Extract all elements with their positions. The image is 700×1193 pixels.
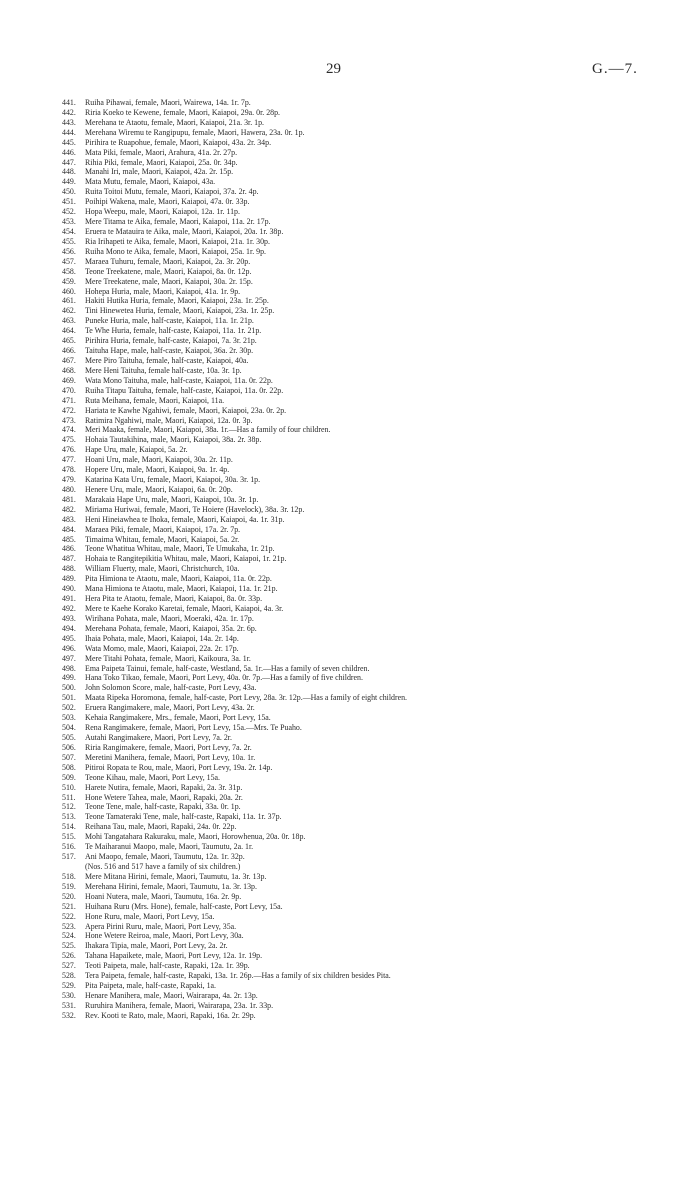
entry-text: Manahi Iri, male, Maori, Kaiapoi, 42a. 2r. 15p. (85, 167, 234, 177)
entry-text: Heni Hineiawhea te Ihoka, female, Maori, Kaiapoi, 4a. 1r. 31p. (85, 514, 285, 524)
entry-number: 506. (62, 742, 76, 752)
entry-list (62, 98, 698, 1021)
entry-text: Hariata te Kawhe Ngahiwi, female, Maori, Kaiapoi, 23a. 0r. 2p. (85, 405, 287, 415)
entry-text: Te Maiharanui Maopo, male, Maori, Taumutu, 2a. 1r. (85, 842, 254, 852)
entry-number: 464. (62, 326, 76, 336)
entry-number: 458. (62, 266, 76, 276)
entry-number: 485. (62, 534, 76, 544)
entry-text: Huihana Ruru (Mrs. Hone), female, half-caste, Port Levy, 15a. (85, 901, 283, 911)
entry-text: Ani Maopo, female, Maori, Taumutu, 12a. 1r. 32p. (85, 852, 245, 862)
entry-number: 461. (62, 296, 76, 306)
entry-text: Rev. Kooti te Rato, male, Maori, Rapaki, 16a. 2r. 29p. (85, 1010, 256, 1020)
entry-text: Tahana Hapaikete, male, Maori, Port Levy, 12a. 1r. 19p. (85, 951, 263, 961)
list-item (62, 207, 698, 217)
list-item (62, 187, 698, 197)
entry-number: 480. (62, 484, 76, 494)
entry-number: 510. (62, 782, 76, 792)
entry-number: 519. (62, 881, 76, 891)
list-item (62, 713, 698, 723)
entry-text: Merehana Wiremu te Rangipupu, female, Maori, Hawera, 23a. 0r. 1p. (85, 127, 305, 137)
entry-number: 500. (62, 683, 76, 693)
list-item (62, 217, 698, 227)
entry-number: 497. (62, 653, 76, 663)
entry-number: 444. (62, 127, 76, 137)
list-item (62, 227, 698, 237)
list-item (62, 148, 698, 158)
list-item (62, 416, 698, 426)
list-item (62, 703, 698, 713)
entry-number: 527. (62, 961, 76, 971)
entry-text: Tini Hinewetea Huria, female, Maori, Kaiapoi, 23a. 1r. 25p. (85, 306, 275, 316)
entry-text: Maraea Piki, female, Maori, Kaiapoi, 17a. 2r. 7p. (85, 524, 241, 534)
entry-number: 477. (62, 455, 76, 465)
list-item (62, 535, 698, 545)
entry-number: 491. (62, 594, 76, 604)
list-item (62, 683, 698, 693)
entry-text: Hohaia Tautakihina, male, Maori, Kaiapoi, 38a. 2r. 38p. (85, 435, 262, 445)
list-item (62, 971, 698, 981)
list-item (62, 287, 698, 297)
entry-text: Rena Rangimakere, female, Maori, Port Levy, 15a.—Mrs. Te Puaho. (85, 723, 302, 733)
entry-text: Poihipi Wakena, male, Maori, Kaiapoi, 47a. 0r. 33p. (85, 197, 250, 207)
list-item (62, 773, 698, 783)
entry-number: 466. (62, 346, 76, 356)
list-item (62, 604, 698, 614)
list-item (62, 892, 698, 902)
entry-text: Teone Kihau, male, Maori, Port Levy, 15a. (85, 772, 221, 782)
entry-text: Timaima Whitau, female, Maori, Kaiapoi, 5a. 2r. (85, 534, 240, 544)
list-item (62, 862, 698, 872)
entry-number: 489. (62, 574, 76, 584)
list-item (62, 138, 698, 148)
entry-text: Hoani Uru, male, Maori, Kaiapoi, 30a. 2r. 11p. (85, 455, 233, 465)
entry-text: Katarina Kata Uru, female, Maori, Kaiapoi, 30a. 3r. 1p. (85, 475, 261, 485)
list-item (62, 743, 698, 753)
entry-number: 508. (62, 762, 76, 772)
list-item (62, 118, 698, 128)
entry-number: 513. (62, 812, 76, 822)
entry-text: Rihia Piki, female, Maori, Kaiapoi, 25a. 0r. 34p. (85, 157, 238, 167)
entry-number: 479. (62, 475, 76, 485)
entry-text: Hera Pita te Ataotu, female, Maori, Kaiapoi, 8a. 0r. 33p. (85, 594, 263, 604)
list-item (62, 177, 698, 187)
list-item (62, 872, 698, 882)
list-item (62, 425, 698, 435)
list-item (62, 455, 698, 465)
list-item (62, 991, 698, 1001)
entry-number: 515. (62, 832, 76, 842)
list-item (62, 406, 698, 416)
entry-text: Ruita Toitoi Mutu, female, Maori, Kaiapoi, 37a. 2r. 4p. (85, 187, 259, 197)
entry-number: 447. (62, 157, 76, 167)
entry-number: 465. (62, 336, 76, 346)
entry-number: 496. (62, 643, 76, 653)
entry-number: 474. (62, 425, 76, 435)
entry-text: Hana Toko Tikao, female, Maori, Port Levy, 40a. 0r. 7p.—Has a family of five children. (85, 673, 363, 683)
list-item (62, 912, 698, 922)
list-item (62, 624, 698, 634)
entry-number: 521. (62, 901, 76, 911)
entry-text: Ratimira Ngahiwi, male, Maori, Kaiapoi, 12a. 0r. 3p. (85, 415, 253, 425)
entry-number: 451. (62, 197, 76, 207)
entry-number: 494. (62, 623, 76, 633)
entry-number: 472. (62, 405, 76, 415)
list-item (62, 693, 698, 703)
list-item (62, 366, 698, 376)
list-item (62, 346, 698, 356)
entry-number: 471. (62, 395, 76, 405)
entry-text: Riria Koeko te Kewene, female, Maori, Kaiapoi, 29a. 0r. 28p. (85, 107, 281, 117)
entry-number: 526. (62, 951, 76, 961)
entry-text: Teone Treekatene, male, Maori, Kaiapoi, 8a. 0r. 12p. (85, 266, 252, 276)
list-item (62, 951, 698, 961)
entry-text: Puneke Huria, male, half-caste, Kaiapoi, 11a. 1r. 21p. (85, 316, 254, 326)
entry-text: Eruera te Matauira te Aika, male, Maori, Kaiapoi, 20a. 1r. 38p. (85, 226, 284, 236)
entry-text: Eruera Rangimakere, male, Maori, Port Levy, 43a. 2r. (85, 703, 255, 713)
entry-number: 462. (62, 306, 76, 316)
entry-text: Taituha Hape, male, half-caste, Kaiapoi, 36a. 2r. 30p. (85, 346, 254, 356)
list-item (62, 763, 698, 773)
entry-text: Harete Nutira, female, Maori, Rapaki, 2a. 3r. 31p. (85, 782, 243, 792)
entry-text: Mohi Tangatahara Rakuraku, male, Maori, Horowhenua, 20a. 0r. 18p. (85, 832, 306, 842)
entry-text: Maraea Tuhuru, female, Maori, Kaiapoi, 2a. 3r. 20p. (85, 256, 251, 266)
entry-number: 524. (62, 931, 76, 941)
list-item (62, 128, 698, 138)
entry-text: Henere Uru, male, Maori, Kaiapoi, 6a. 0r. 20p. (85, 484, 233, 494)
list-item (62, 316, 698, 326)
entry-text: Pirihira Huria, female, half-caste, Kaiapoi, 7a. 3r. 21p. (85, 336, 257, 346)
list-item (62, 554, 698, 564)
entry-text: Hohaia te Rangitepikitia Whitau, male, Maori, Kaiapoi, 1r. 21p. (85, 554, 287, 564)
entry-number: 460. (62, 286, 76, 296)
list-item (62, 852, 698, 862)
entry-text: Marakaia Hape Uru, male, Maori, Kaiapoi, 10a. 3r. 1p. (85, 494, 259, 504)
entry-number: 457. (62, 256, 76, 266)
list-item (62, 98, 698, 108)
entry-text: Hopa Weepu, male, Maori, Kaiapoi, 12a. 1r. 11p. (85, 207, 240, 217)
entry-text: John Solomon Score, male, half-caste, Port Levy, 43a. (85, 683, 257, 693)
entry-number: 530. (62, 990, 76, 1000)
entry-number: 488. (62, 564, 76, 574)
entry-number: 499. (62, 673, 76, 683)
list-item (62, 902, 698, 912)
entry-number: 450. (62, 187, 76, 197)
entry-text: Mere Mitana Hirini, female, Maori, Taumutu, 1a. 3r. 13p. (85, 871, 267, 881)
entry-text: Ema Paipeta Tainui, female, half-caste, Westland, 5a. 1r.—Has a family of seven children. (85, 663, 370, 673)
list-item (62, 753, 698, 763)
entry-text: Ruiha Titapu Taituha, female, half-caste, Kaiapoi, 11a. 0r. 22p. (85, 385, 284, 395)
list-item (62, 336, 698, 346)
entry-number: 455. (62, 236, 76, 246)
entry-number: 502. (62, 703, 76, 713)
entry-text: Teone Tamateraki Tene, male, half-caste, Rapaki, 11a. 1r. 37p. (85, 812, 282, 822)
entry-text: Teoti Paipeta, male, half-caste, Rapaki, 12a. 1r. 39p. (85, 961, 250, 971)
entry-number: 505. (62, 733, 76, 742)
entry-text: Te Whe Huria, female, half-caste, Kaiapoi, 11a. 1r. 21p. (85, 326, 262, 336)
list-item (62, 614, 698, 624)
list-item (62, 495, 698, 505)
entry-text: Wirihana Pohata, male, Maori, Moeraki, 42a. 1r. 17p. (85, 613, 254, 623)
entry-text: Henare Manihera, male, Maori, Wairarapa, 4a. 2r. 13p. (85, 990, 258, 1000)
entry-number: 512. (62, 802, 76, 812)
list-item (62, 485, 698, 495)
entry-number: 445. (62, 137, 76, 147)
entry-text: Ihakara Tipia, male, Maori, Port Levy, 2a. 2r. (85, 941, 228, 951)
entry-number: 443. (62, 117, 76, 127)
entry-text: Mere Piro Taituha, female, half-caste, Kaiapoi, 40a. (85, 355, 249, 365)
list-item (62, 564, 698, 574)
list-item (62, 267, 698, 277)
entry-number: 463. (62, 316, 76, 326)
entry-number: 481. (62, 494, 76, 504)
entry-text: Hopere Uru, male, Maori, Kaiapoi, 9a. 1r. 4p. (85, 465, 230, 475)
entry-text: Merehana Pohata, female, Maori, Kaiapoi, 35a. 2r. 6p. (85, 623, 257, 633)
list-item (62, 783, 698, 793)
list-item (62, 386, 698, 396)
entry-text: Hone Wetere Tahea, male, Maori, Rapaki, 20a. 2r. (85, 792, 243, 802)
entry-number: 490. (62, 584, 76, 594)
list-item (62, 664, 698, 674)
entry-number: 511. (62, 792, 76, 802)
entry-text: (Nos. 516 and 517 have a family of six children.) (85, 861, 241, 871)
list-item (62, 356, 698, 366)
entry-number: 468. (62, 365, 76, 375)
entry-text: Hone Ruru, male, Maori, Port Levy, 15a. (85, 911, 215, 921)
list-item (62, 822, 698, 832)
entry-text: Apera Pirini Ruru, male, Maori, Port Levy, 35a. (85, 921, 237, 931)
list-item (62, 733, 698, 743)
entry-number: 516. (62, 842, 76, 852)
list-item (62, 574, 698, 584)
entry-text: Mata Piki, female, Maori, Arahura, 41a. 2r. 27p. (85, 147, 238, 157)
entry-number: 503. (62, 713, 76, 723)
list-item (62, 396, 698, 406)
list-item (62, 296, 698, 306)
list-item (62, 981, 698, 991)
entry-text: Ruiha Pihawai, female, Maori, Wairewa, 14a. 1r. 7p. (85, 98, 251, 107)
entry-number: 476. (62, 445, 76, 455)
list-item (62, 673, 698, 683)
list-item (62, 445, 698, 455)
entry-text: Pirihira te Ruapohue, female, Maori, Kaiapoi, 43a. 2r. 34p. (85, 137, 272, 147)
entry-text: Wata Momo, male, Maori, Kaiapoi, 22a. 2r. 17p. (85, 643, 239, 653)
entry-number: 453. (62, 217, 76, 227)
entry-text: Hape Uru, male, Kaiapoi, 5a. 2r. (85, 445, 188, 455)
entry-text: Ria Irihapeti te Aika, female, Maori, Kaiapoi, 21a. 1r. 30p. (85, 236, 270, 246)
entry-text: Mere Heni Taituha, female half-caste, 10a. 3r. 1p. (85, 365, 242, 375)
list-item (62, 108, 698, 118)
list-item (62, 594, 698, 604)
list-item (62, 326, 698, 336)
entry-text: Ruruhira Manihera, female, Maori, Wairarapa, 23a. 1r. 33p. (85, 1000, 274, 1010)
page-number: 29 (326, 61, 341, 77)
entry-number: 452. (62, 207, 76, 217)
list-item (62, 167, 698, 177)
entry-text: Pitiroi Ropata te Rou, male, Maori, Port Levy, 19a. 2r. 14p. (85, 762, 273, 772)
entry-number: 454. (62, 226, 76, 236)
entry-text: Mere Treekatene, male, Maori, Kaiapoi, 30a. 2r. 15p. (85, 276, 253, 286)
entry-number: 467. (62, 355, 76, 365)
entry-text: Hone Wetere Reiroa, male, Maori, Port Levy, 30a. (85, 931, 244, 941)
list-item (62, 832, 698, 842)
entry-number: 482. (62, 504, 76, 514)
list-item (62, 842, 698, 852)
entry-number: 522. (62, 911, 76, 921)
list-item (62, 475, 698, 485)
list-item (62, 1001, 698, 1011)
entry-text: Mere Titama te Aika, female, Maori, Kaiapoi, 11a. 2r. 17p. (85, 217, 271, 227)
entry-text: William Fluerty, male, Maori, Christchurch, 10a. (85, 564, 240, 574)
entry-text: Riria Rangimakere, female, Maori, Port Levy, 7a. 2r. (85, 742, 252, 752)
entry-number: 459. (62, 276, 76, 286)
entry-text: Hoani Nutera, male, Maori, Taumutu, 16a. 2r. 9p. (85, 891, 242, 901)
entry-text: Hohepa Huria, male, Maori, Kaiapoi, 41a. 1r. 9p. (85, 286, 241, 296)
list-item (62, 634, 698, 644)
entry-text: Pita Himiona te Ataotu, male, Maori, Kaiapoi, 11a. 0r. 22p. (85, 574, 272, 584)
entry-number: 487. (62, 554, 76, 564)
entry-number: 514. (62, 822, 76, 832)
entry-text: Mere Titahi Pohata, female, Maori, Kaikoura, 3a. 1r. (85, 653, 251, 663)
entry-text: Pita Paipeta, male, half-caste, Rapaki, 1a. (85, 981, 217, 991)
entry-number: 520. (62, 891, 76, 901)
entry-number: 532. (62, 1010, 76, 1020)
entry-text: Hakiti Hutika Huria, female, Maori, Kaiapoi, 23a. 1r. 25p. (85, 296, 269, 306)
entry-number: 484. (62, 524, 76, 534)
entry-number: 495. (62, 633, 76, 643)
entry-number: 470. (62, 385, 76, 395)
entry-number: 473. (62, 415, 76, 425)
list-item (62, 237, 698, 247)
entry-number: 517. (62, 852, 76, 862)
entry-number: 525. (62, 941, 76, 951)
entry-text: Miriama Huriwai, female, Maori, Te Hoiere (Havelock), 38a. 3r. 12p. (85, 504, 305, 514)
list-item (62, 654, 698, 664)
list-item (62, 435, 698, 445)
entry-text: Kehaia Rangimakere, Mrs., female, Maori, Port Levy, 15a. (85, 713, 271, 723)
entry-number: 507. (62, 752, 76, 762)
entry-number: 501. (62, 693, 76, 703)
list-item (62, 515, 698, 525)
list-item (62, 941, 698, 951)
list-item (62, 644, 698, 654)
list-item (62, 931, 698, 941)
entry-number: 529. (62, 981, 76, 991)
entry-number: 492. (62, 604, 76, 614)
list-item (62, 306, 698, 316)
entry-number: 475. (62, 435, 76, 445)
list-item (62, 544, 698, 554)
entry-number: 518. (62, 871, 76, 881)
entry-number: 504. (62, 723, 76, 733)
entry-text: Merehana te Ataotu, female, Maori, Kaiapoi, 21a. 3r. 1p. (85, 117, 265, 127)
entry-text: Teone Tene, male, half-caste, Rapaki, 33a. 0r. 1p. (85, 802, 241, 812)
entry-number: 483. (62, 514, 76, 524)
entry-number: 523. (62, 921, 76, 931)
entry-text: Reihana Tau, male, Maori, Rapaki, 24a. 0r. 22p. (85, 822, 237, 832)
list-item (62, 812, 698, 822)
list-item (62, 247, 698, 257)
list-item (62, 961, 698, 971)
entry-number: 531. (62, 1000, 76, 1010)
list-item (62, 802, 698, 812)
list-item (62, 197, 698, 207)
entry-number: 486. (62, 544, 76, 554)
list-item (62, 376, 698, 386)
list-item (62, 277, 698, 287)
entry-number: 441. (62, 98, 76, 107)
entry-number: 498. (62, 663, 76, 673)
document-reference: G.—7. (592, 61, 638, 77)
list-item (62, 525, 698, 535)
entry-text: Merehana Hirini, female, Maori, Taumutu, 1a. 3r. 13p. (85, 881, 257, 891)
entry-number: 478. (62, 465, 76, 475)
list-item (62, 793, 698, 803)
entry-number: 448. (62, 167, 76, 177)
list-item (62, 158, 698, 168)
entry-text: Maata Ripeka Horomona, female, half-caste, Port Levy, 28a. 3r. 12p.—Has a family of eight children. (85, 693, 408, 703)
entry-text: Mere te Kaehe Korako Karetai, female, Maori, Kaiapoi, 4a. 3r. (85, 604, 284, 614)
list-item (62, 922, 698, 932)
entry-text: Meri Maaka, female, Maori, Kaiapoi, 38a. 1r.—Has a family of four children. (85, 425, 331, 435)
entry-number: 493. (62, 613, 76, 623)
list-item (62, 882, 698, 892)
entry-text: Ruiha Mono te Aika, female, Maori, Kaiapoi, 25a. 1r. 9p. (85, 246, 267, 256)
list-item (62, 465, 698, 475)
entry-text: Ruta Meihana, female, Maori, Kaiapoi, 11a. (85, 395, 225, 405)
list-item (62, 257, 698, 267)
entry-text: Wata Mono Taituha, male, half-caste, Kaiapoi, 11a. 0r. 22p. (85, 375, 273, 385)
entry-text: Autahi Rangimakere, Maori, Port Levy, 7a. 2r. (85, 733, 232, 742)
list-item (62, 584, 698, 594)
entry-number: 449. (62, 177, 76, 187)
entry-text: Meretini Manihera, female, Maori, Port Levy, 10a. 1r. (85, 752, 256, 762)
entry-text: Teone Whatitua Whitau, male, Maori, Te Umukaha, 1r. 21p. (85, 544, 275, 554)
entry-number: 469. (62, 375, 76, 385)
list-item (62, 723, 698, 733)
entry-number: 528. (62, 971, 76, 981)
entry-text: Mata Mutu, female, Maori, Kaiapoi, 43a. (85, 177, 216, 187)
entry-number: 442. (62, 107, 76, 117)
entry-number: 509. (62, 772, 76, 782)
entry-number: 446. (62, 147, 76, 157)
list-item (62, 505, 698, 515)
list-item (62, 1011, 698, 1021)
entry-text: Ihaia Pohata, male, Maori, Kaiapoi, 14a. 2r. 14p. (85, 633, 239, 643)
entry-text: Mana Himiona te Ataotu, male, Maori, Kaiapoi, 11a. 1r. 21p. (85, 584, 278, 594)
entry-number: 456. (62, 246, 76, 256)
entry-text: Tera Paipeta, female, half-caste, Rapaki, 13a. 1r. 26p.—Has a family of six children besides Pita. (85, 971, 391, 981)
